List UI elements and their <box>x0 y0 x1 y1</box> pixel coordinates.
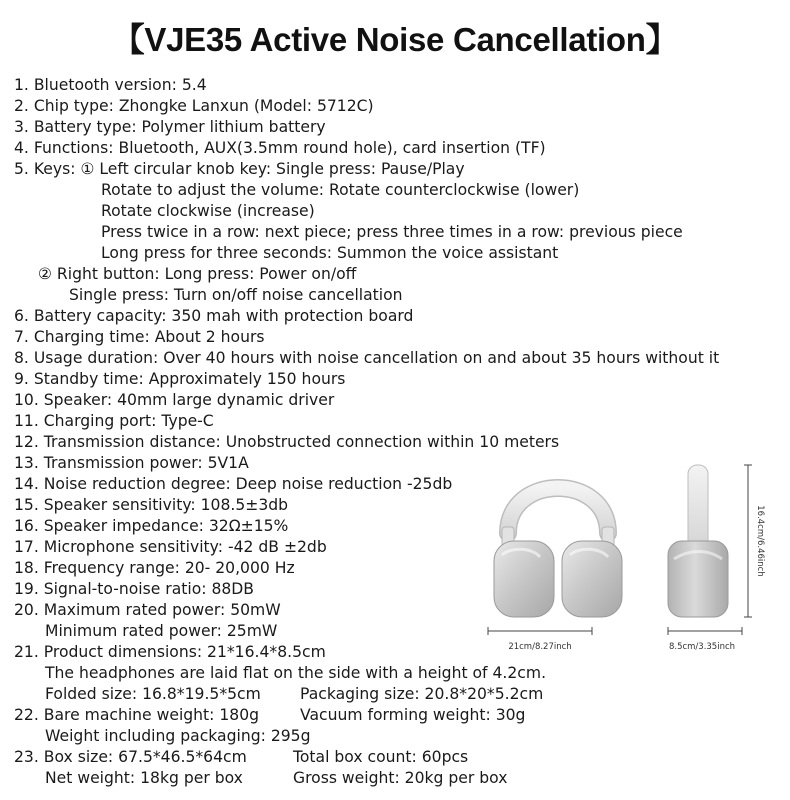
spec-charging-time: 7. Charging time: About 2 hours <box>14 328 265 346</box>
spec-keys-right-button: ② Right button: Long press: Power on/off <box>38 265 357 283</box>
spec-folded-size: Folded size: 16.8*19.5*5cm <box>45 685 261 703</box>
spec-charging-port: 11. Charging port: Type-C <box>14 412 214 430</box>
spec-battery-capacity: 6. Battery capacity: 350 mah with protection board <box>14 307 414 325</box>
spec-battery-type: 3. Battery type: Polymer lithium battery <box>14 118 326 136</box>
spec-functions: 4. Functions: Bluetooth, AUX(3.5mm round hole), card insertion (TF) <box>14 139 546 157</box>
product-diagram <box>480 455 785 660</box>
headphones-illustration <box>480 455 785 660</box>
spec-vacuum-weight: Vacuum forming weight: 30g <box>300 706 526 724</box>
spec-speaker-impedance: 16. Speaker impedance: 32Ω±15% <box>14 517 289 535</box>
spec-box-size: 23. Box size: 67.5*46.5*64cm <box>14 748 247 766</box>
spec-keys-single-press: Single press: Turn on/off noise cancellation <box>69 286 403 304</box>
spec-packaged-weight: Weight including packaging: 295g <box>45 727 311 745</box>
spec-box-count: Total box count: 60pcs <box>293 748 469 766</box>
spec-packaging-size: Packaging size: 20.8*20*5.2cm <box>300 685 544 703</box>
spec-net-weight: Net weight: 18kg per box <box>45 769 243 787</box>
spec-signal-to-noise: 19. Signal-to-noise ratio: 88DB <box>14 580 254 598</box>
spec-keys-rotate-clockwise: Rotate clockwise (increase) <box>101 202 315 220</box>
spec-flat-height: The headphones are laid flat on the side with a height of 4.2cm. <box>45 664 547 682</box>
spec-noise-reduction: 14. Noise reduction degree: Deep noise reduction -25db <box>14 475 453 493</box>
depth-label: 8.5cm/3.35inch <box>668 642 736 652</box>
spec-bare-weight: 22. Bare machine weight: 180g <box>14 706 260 724</box>
page-title: 【VJE35 Active Noise Cancellation】 <box>111 21 679 58</box>
front-view-headphones <box>488 488 622 652</box>
spec-speaker-sensitivity: 15. Speaker sensitivity: 108.5±3db <box>14 496 289 514</box>
spec-keys-press-twice: Press twice in a row: next piece; press three times in a row: previous piece <box>101 223 683 241</box>
spec-max-power: 20. Maximum rated power: 50mW <box>14 601 281 619</box>
width-label: 21cm/8.27inch <box>508 642 572 652</box>
spec-speaker: 10. Speaker: 40mm large dynamic driver <box>14 391 335 409</box>
spec-keys: 5. Keys: ① Left circular knob key: Single press: Pause/Play <box>14 160 465 178</box>
spec-transmission-power: 13. Transmission power: 5V1A <box>14 454 249 472</box>
spec-microphone-sensitivity: 17. Microphone sensitivity: -42 dB ±2db <box>14 538 327 556</box>
spec-frequency-range: 18. Frequency range: 20- 20,000 Hz <box>14 559 295 577</box>
spec-product-dimensions: 21. Product dimensions: 21*16.4*8.5cm <box>14 643 326 661</box>
height-label: 16.4cm/6.46inch <box>755 505 765 577</box>
spec-gross-weight: Gross weight: 20kg per box <box>293 769 508 787</box>
side-view-headphones <box>668 465 765 652</box>
spec-keys-rotate-volume: Rotate to adjust the volume: Rotate counterclockwise (lower) <box>101 181 580 199</box>
spec-keys-long-press: Long press for three seconds: Summon the voice assistant <box>101 244 559 262</box>
spec-min-power: Minimum rated power: 25mW <box>45 622 278 640</box>
spec-transmission-distance: 12. Transmission distance: Unobstructed connection within 10 meters <box>14 433 560 451</box>
spec-standby-time: 9. Standby time: Approximately 150 hours <box>14 370 346 388</box>
spec-usage-duration: 8. Usage duration: Over 40 hours with noise cancellation on and about 35 hours without it <box>14 349 720 367</box>
spec-bluetooth-version: 1. Bluetooth version: 5.4 <box>14 76 207 94</box>
spec-chip-type: 2. Chip type: Zhongke Lanxun (Model: 5712C) <box>14 97 374 115</box>
